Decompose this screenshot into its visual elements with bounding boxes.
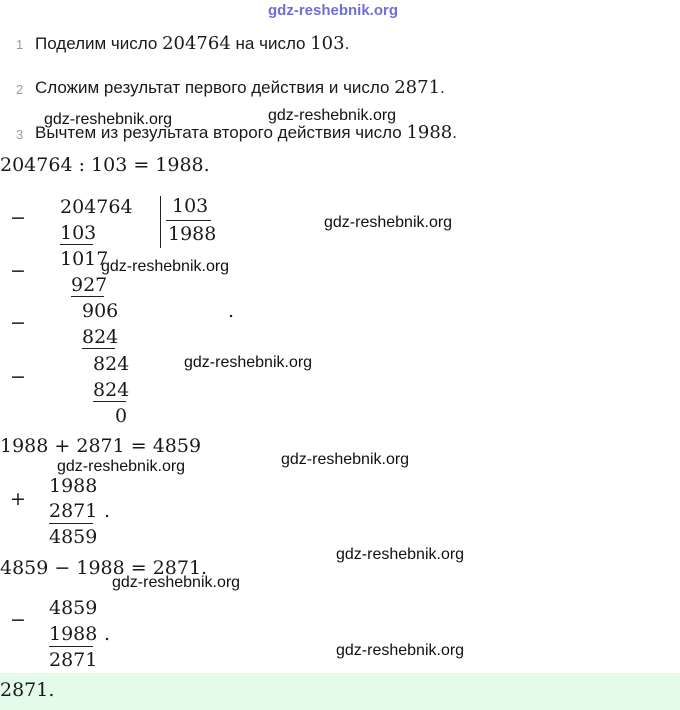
addition-equation: 1988 + 2871 = 4859 — [0, 435, 202, 457]
watermark: gdz-reshebnik.org — [112, 574, 241, 591]
watermark: gdz-reshebnik.org — [268, 107, 397, 124]
subtrahend: 1988 — [49, 623, 98, 645]
answer-value: 2871. — [0, 679, 55, 701]
remainder: 906 — [82, 300, 119, 322]
minuend: 4859 — [49, 597, 98, 619]
watermark: gdz-reshebnik.org — [336, 642, 465, 659]
quotient: 1988 — [168, 223, 217, 245]
division-equation: 204764 : 103 = 1988. — [0, 154, 210, 176]
step-value: 2871 — [394, 77, 441, 98]
dividend: 204764 — [60, 196, 133, 218]
watermark: gdz-reshebnik.org — [184, 354, 313, 371]
underline — [60, 244, 93, 245]
underline — [82, 348, 115, 349]
step-tail: . — [440, 78, 445, 97]
subtrahend: 103 — [60, 222, 97, 244]
watermark: gdz-reshebnik.org — [101, 258, 230, 275]
underline — [93, 401, 126, 402]
final-remainder: 0 — [115, 405, 128, 427]
minus-sign: − — [10, 609, 26, 631]
divisor: 103 — [172, 195, 209, 217]
underline — [49, 523, 93, 524]
minus-sign: − — [10, 312, 26, 334]
step-1 — [35, 33, 349, 54]
minus-sign: − — [10, 207, 26, 229]
step-number: 1 — [16, 37, 24, 52]
difference: 2871 — [49, 649, 98, 671]
step-3 — [35, 122, 457, 143]
step-value: 204764 — [162, 33, 231, 54]
step-text: Вычтем из результата второго действия число — [35, 123, 407, 142]
remainder: 824 — [93, 353, 130, 375]
step-tail: . — [344, 34, 350, 53]
step-text: Сложим результат первого действия и число — [35, 78, 395, 97]
watermark: gdz-reshebnik.org — [44, 111, 173, 128]
underline — [71, 296, 104, 297]
watermark: gdz-reshebnik.org — [57, 458, 186, 475]
step-text: на число — [230, 34, 311, 53]
watermark-top: gdz-reshebnik.org — [268, 2, 399, 19]
remainder: 1017 — [60, 248, 109, 270]
subtrahend: 824 — [82, 326, 119, 348]
answer-box — [0, 673, 680, 710]
step-text: Поделим число — [35, 34, 163, 53]
plus-sign: + — [10, 488, 26, 510]
stray-dot: . — [228, 300, 235, 322]
minus-sign: − — [10, 260, 26, 282]
watermark: gdz-reshebnik.org — [324, 214, 453, 231]
minus-sign: − — [10, 366, 26, 388]
dot: . — [104, 500, 111, 522]
watermark: gdz-reshebnik.org — [336, 546, 465, 563]
addend: 2871 — [49, 500, 98, 522]
step-number: 3 — [16, 127, 24, 142]
addend: 1988 — [49, 475, 98, 497]
step-value: 103 — [310, 33, 345, 54]
step-value: 1988 — [406, 122, 453, 143]
underline — [49, 646, 93, 647]
divisor-underline — [166, 220, 211, 221]
division-bar — [160, 196, 161, 248]
subtraction-equation: 4859 − 1988 = 2871. — [0, 557, 208, 579]
step-tail: . — [452, 123, 457, 142]
subtrahend: 824 — [93, 379, 130, 401]
step-2 — [35, 77, 445, 98]
watermark: gdz-reshebnik.org — [281, 451, 410, 468]
step-number: 2 — [16, 82, 24, 97]
sum: 4859 — [49, 526, 98, 548]
dot: . — [104, 623, 111, 645]
subtrahend: 927 — [71, 274, 108, 296]
